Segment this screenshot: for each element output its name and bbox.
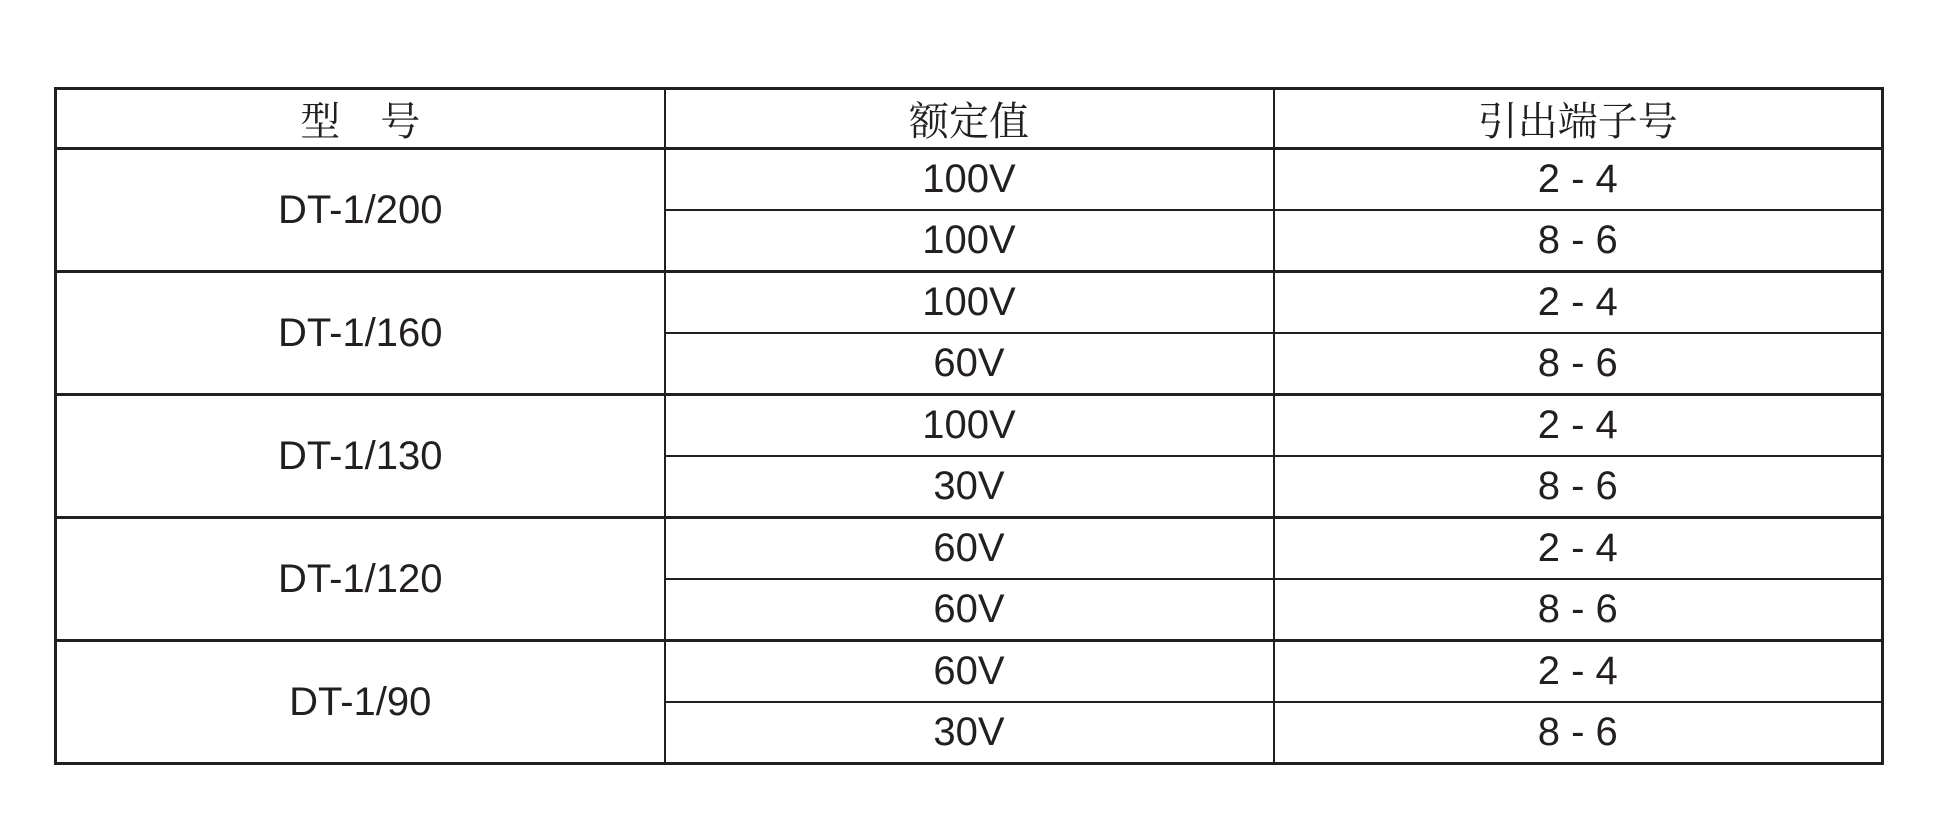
- rated-value-cell: 60V: [665, 333, 1274, 395]
- rated-value-cell: 100V: [665, 272, 1274, 334]
- table-row: [56, 641, 1883, 703]
- terminal-cell: 2 - 4: [1274, 518, 1883, 580]
- rated-value-cell: 100V: [665, 149, 1274, 211]
- model-cell: DT-1/130: [56, 395, 665, 518]
- table-row: [56, 518, 1883, 580]
- table-row: [56, 149, 1883, 211]
- rated-value-cell: 100V: [665, 395, 1274, 457]
- table-body: [56, 149, 1883, 764]
- terminal-cell: 8 - 6: [1274, 333, 1883, 395]
- model-cell: DT-1/200: [56, 149, 665, 272]
- model-cell: DT-1/120: [56, 518, 665, 641]
- rated-value-cell: 100V: [665, 210, 1274, 272]
- rated-value-cell: 60V: [665, 579, 1274, 641]
- table-row: [56, 395, 1883, 457]
- terminal-cell: 8 - 6: [1274, 579, 1883, 641]
- terminal-cell: 2 - 4: [1274, 272, 1883, 334]
- terminal-cell: 2 - 4: [1274, 641, 1883, 703]
- terminal-cell: 2 - 4: [1274, 149, 1883, 211]
- header-row: [56, 89, 1883, 149]
- rated-value-cell: 60V: [665, 641, 1274, 703]
- terminal-cell: 8 - 6: [1274, 456, 1883, 518]
- rated-value-cell: 30V: [665, 456, 1274, 518]
- col-header-terminals: 引出端子号: [1274, 89, 1883, 149]
- col-header-model: 型 号: [56, 89, 665, 149]
- terminal-cell: 8 - 6: [1274, 702, 1883, 764]
- table-header: [56, 89, 1883, 149]
- rated-value-cell: 30V: [665, 702, 1274, 764]
- col-header-rated-value: 额定值: [665, 89, 1274, 149]
- table-row: [56, 272, 1883, 334]
- model-cell: DT-1/160: [56, 272, 665, 395]
- spec-table: [54, 87, 1884, 765]
- terminal-cell: 8 - 6: [1274, 210, 1883, 272]
- model-cell: DT-1/90: [56, 641, 665, 764]
- terminal-cell: 2 - 4: [1274, 395, 1883, 457]
- rated-value-cell: 60V: [665, 518, 1274, 580]
